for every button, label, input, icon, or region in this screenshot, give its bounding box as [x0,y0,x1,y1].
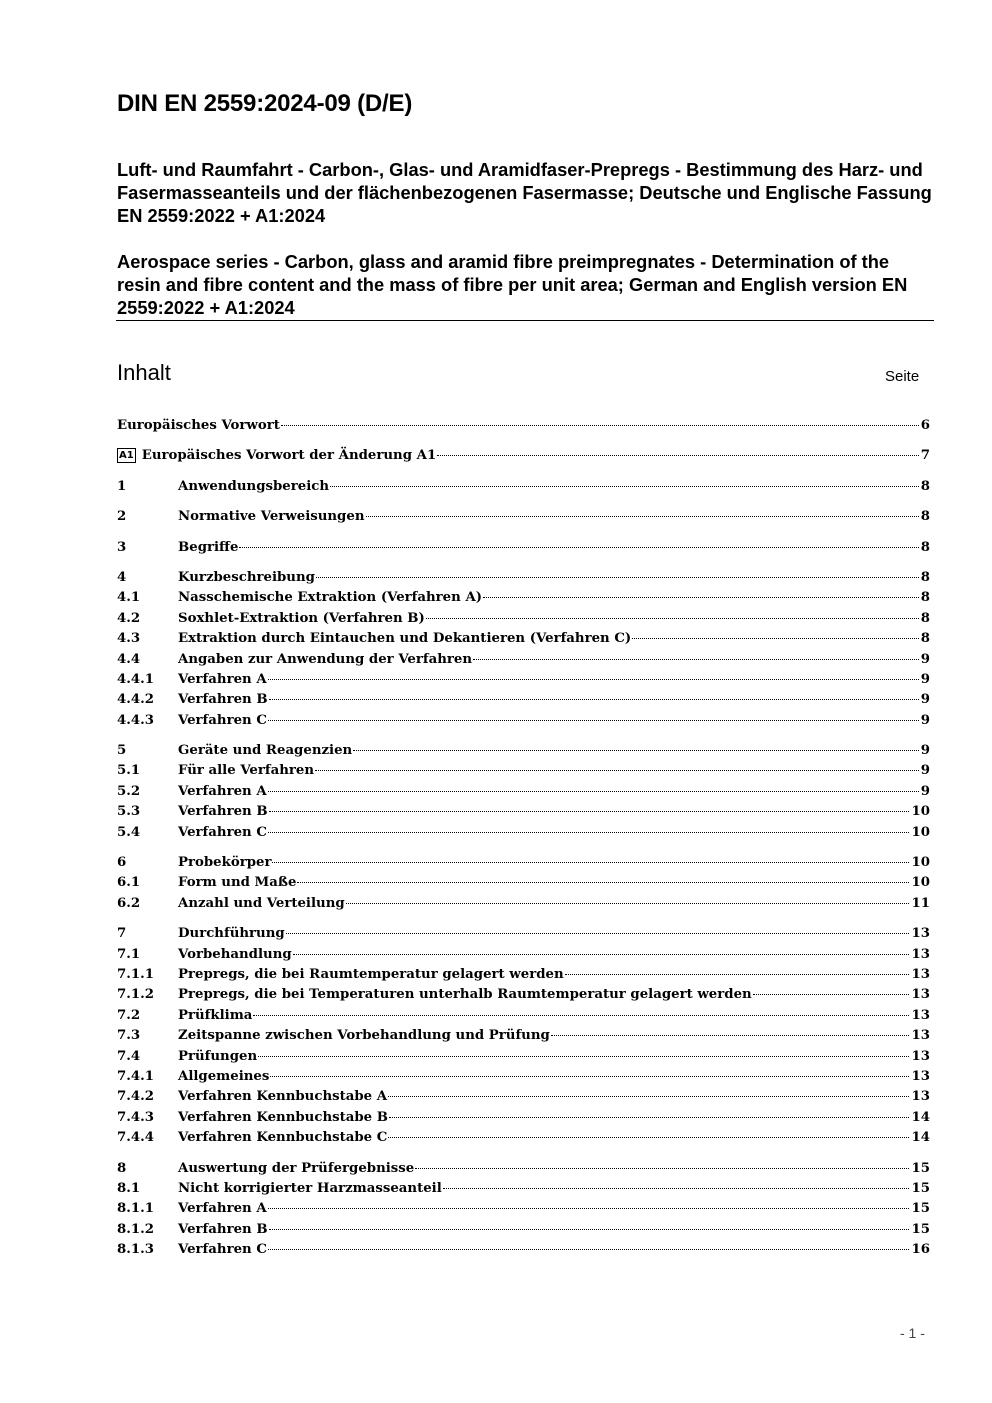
toc-entry-label: Verfahren A [178,783,267,799]
dot-leader [315,770,919,771]
toc-entry-page: 13 [911,1089,930,1105]
toc-entry-page: 8 [920,610,930,626]
toc-entry-label: Verfahren Kennbuchstabe A [178,1089,388,1105]
toc-entry-label: Durchführung [178,926,285,942]
toc-entry-number: 8.1.3 [117,1242,155,1258]
toc-entry[interactable] [117,873,930,893]
toc-entry-label: Nasschemische Extraktion (Verfahren A) [178,590,483,606]
page-number: - 1 - [900,1325,925,1341]
toc-entry-page: 6 [920,418,930,433]
dot-leader [443,1188,910,1189]
toc-entry-number: 6.1 [117,875,141,891]
dot-leader [330,486,919,487]
toc-entry-number: 5.4 [117,824,141,840]
toc-entry[interactable] [117,711,930,731]
toc-entry[interactable] [117,1026,930,1046]
toc-entry-label: Für alle Verfahren [178,763,315,779]
amendment-a1-icon: A1 [119,450,134,462]
toc-entry[interactable] [117,761,930,781]
toc-heading: Inhalt [117,360,171,385]
toc-entry-number: 6.2 [117,895,141,911]
toc-entry-label: Prepregs, die bei Raumtemperatur gelagert werden [178,966,564,982]
dot-leader [389,1117,910,1118]
dot-leader [293,954,910,955]
toc-entry-number: 7.4.4 [117,1130,155,1146]
toc-entry-number: 7.4.1 [117,1068,155,1084]
toc-entry-number: 8.1 [117,1180,141,1196]
toc-entry-label: Normative Verweisungen [178,509,365,525]
toc-entry-label: Soxhlet-Extraktion (Verfahren B) [178,610,425,626]
header-divider [116,320,934,321]
toc-entry-number: 6 [117,855,127,871]
toc-entry[interactable] [117,416,930,436]
toc-entry-page: 10 [911,804,930,820]
title-german: Luft- und Raumfahrt - Carbon-, Glas- und Aramidfaser-Prepregs - Bestimmung des Harz- und Fasermasseanteils und der flächenbezogenen Fasermasse; Deutsche und Englische Fassung EN 2559:2022 + A1:2024 [117,159,932,226]
toc-entry-label: Europäisches Vorwort [117,418,280,433]
toc-entry[interactable] [117,802,930,822]
toc-entry-number: 7.4.3 [117,1109,155,1125]
toc-entry-label: Anwendungsbereich [178,478,330,494]
dot-leader [297,882,909,883]
toc-entry-page: 13 [911,1048,930,1064]
dot-leader [268,832,910,833]
toc-entry-label: Verfahren A [178,1201,267,1217]
toc-entry-page: 9 [920,651,930,667]
toc-entry-page: 8 [920,631,930,647]
toc-entry-page: 10 [911,875,930,891]
toc-entry-label: Geräte und Reagenzien [178,743,353,759]
toc-entry-page: 13 [911,1028,930,1044]
toc-entry-label: Anzahl und Verteilung [178,895,345,911]
dot-leader [268,679,919,680]
dot-leader [269,1229,910,1230]
dot-leader [632,638,919,639]
toc-entry[interactable] [117,1179,930,1199]
toc-entry-number: 5.2 [117,783,141,799]
toc-entry-number: 7 [117,926,127,942]
toc-entry-page: 10 [911,824,930,840]
toc-entry-label: Europäisches Vorwort der Änderung A1 [141,448,437,464]
toc-entry-label: Prüfungen [178,1048,258,1064]
toc-entry-page: 15 [911,1201,930,1217]
dot-leader [483,597,919,598]
toc-entry-label: Angaben zur Anwendung der Verfahren [178,651,473,667]
toc-entry[interactable] [117,945,930,965]
toc-entry-label: Extraktion durch Eintauchen und Dekantieren (Verfahren C) [178,631,632,647]
toc-entry-page: 15 [911,1160,930,1176]
toc-entry-number: 7.4 [117,1048,141,1064]
toc-entry-page: 13 [911,966,930,982]
toc-entry-number: 1 [117,478,127,494]
dot-leader [239,547,918,548]
toc-entry-label: Verfahren Kennbuchstabe B [178,1109,388,1125]
page-column-label: Seite [885,368,920,385]
toc-entry-page: 16 [911,1242,930,1258]
toc-entry[interactable] [117,1128,930,1148]
toc-entry-page: 13 [911,1007,930,1023]
dot-leader [415,1168,909,1169]
toc-entry-number: 4 [117,569,127,585]
toc-entry-number: 7.4.2 [117,1089,155,1105]
document-number: DIN EN 2559:2024-09 (D/E) [117,90,413,117]
toc-entry-number: 5.1 [117,763,141,779]
dot-leader [253,1015,909,1016]
toc-entry-label: Verfahren A [178,671,267,687]
toc-entry-page: 9 [920,671,930,687]
toc-entry[interactable] [117,538,930,558]
toc-entry-page: 8 [920,590,930,606]
dot-leader [268,720,919,721]
toc-entry-page: 13 [911,946,930,962]
toc-entry-page: 9 [920,783,930,799]
toc-entry[interactable] [117,1199,930,1219]
toc-entry-number: 8 [117,1160,127,1176]
dot-leader [272,862,909,863]
toc-entry-page: 10 [911,855,930,871]
dot-leader [281,425,919,426]
toc-entry-number: 8.1.1 [117,1201,155,1217]
toc-entry-label: Verfahren C [178,712,267,728]
toc-entry-page: 8 [920,509,930,525]
toc-entry-label: Probekörper [178,855,272,871]
toc-entry-page: 15 [911,1221,930,1237]
toc-entry-page: 8 [920,478,930,494]
toc-entry-number: 4.4.2 [117,692,155,708]
toc-entry[interactable] [117,1067,930,1087]
dot-leader [437,455,919,456]
toc-entry[interactable] [117,609,930,629]
toc-entry-page: 13 [911,987,930,1003]
toc-entry-label: Prüfklima [178,1007,253,1023]
dot-leader [346,903,910,904]
toc-entry-label: Allgemeines [178,1068,270,1084]
toc-entry-label: Kurzbeschreibung [178,569,315,585]
table-of-contents [117,416,930,1260]
dot-leader [753,994,910,995]
toc-entry-number: 2 [117,509,127,525]
dot-leader [268,1249,910,1250]
toc-entry[interactable] [117,690,930,710]
toc-entry-page: 13 [911,926,930,942]
toc-entry-number: 4.3 [117,631,141,647]
dot-leader [551,1035,910,1036]
toc-entry-number: 4.2 [117,610,141,626]
toc-entry-page: 15 [911,1180,930,1196]
toc-entry[interactable] [117,477,930,497]
toc-entry[interactable] [117,650,930,670]
toc-entry[interactable] [117,1108,930,1128]
toc-entry-number: 8.1.2 [117,1221,155,1237]
toc-entry-number: 4.4 [117,651,141,667]
dot-leader [426,618,919,619]
toc-entry-label: Begriffe [178,539,239,555]
toc-entry-page: 9 [920,763,930,779]
toc-entry-label: Vorbehandlung [178,946,292,962]
toc-entry[interactable] [117,446,930,466]
dot-leader [366,516,919,517]
toc-entry-page: 9 [920,692,930,708]
toc-entry-number: 4.4.3 [117,712,155,728]
dot-leader [268,1208,910,1209]
toc-entry[interactable] [117,1240,930,1260]
dot-leader [388,1096,909,1097]
toc-entry[interactable] [117,1220,930,1240]
toc-entry[interactable] [117,670,930,690]
toc-entry-page: 13 [911,1068,930,1084]
toc-entry[interactable] [117,924,930,944]
toc-entry-label: Verfahren B [178,804,268,820]
toc-entry[interactable] [117,894,930,914]
toc-entry[interactable] [117,985,930,1005]
toc-entry-label: Prepregs, die bei Temperaturen unterhalb Raumtemperatur gelagert werden [178,987,752,1003]
dot-leader [353,750,919,751]
toc-entry[interactable] [117,782,930,802]
toc-entry-label: Verfahren B [178,692,268,708]
toc-entry-label: Nicht korrigierter Harzmasseanteil [178,1180,442,1196]
toc-entry[interactable] [117,568,930,588]
toc-entry-label: Auswertung der Prüfergebnisse [178,1160,415,1176]
dot-leader [258,1056,909,1057]
toc-entry-page: 8 [920,569,930,585]
toc-entry-page: 9 [920,743,930,759]
toc-entry[interactable] [117,853,930,873]
toc-entry-label: Verfahren B [178,1221,268,1237]
toc-entry[interactable] [117,823,930,843]
toc-entry[interactable] [117,629,930,649]
toc-entry-page: 9 [920,712,930,728]
dot-leader [269,699,919,700]
dot-leader [388,1137,909,1138]
toc-entry[interactable] [117,965,930,985]
toc-entry-page: 8 [920,539,930,555]
toc-entry[interactable] [117,741,930,761]
toc-entry-label: Verfahren C [178,824,267,840]
dot-leader [473,659,919,660]
toc-entry-number: 7.1.1 [117,966,155,982]
dot-leader [286,933,910,934]
toc-entry-number: 7.1 [117,946,141,962]
toc-entry[interactable] [117,1047,930,1067]
toc-entry[interactable] [117,588,930,608]
dot-leader [270,1076,909,1077]
toc-entry[interactable] [117,507,930,527]
toc-entry-number: 4.4.1 [117,671,155,687]
toc-entry-label: Form und Maße [178,875,297,891]
toc-entry-number: 7.1.2 [117,987,155,1003]
toc-entry-number: 3 [117,539,127,555]
toc-entry-number: 5.3 [117,804,141,820]
toc-entry-number: 7.3 [117,1028,141,1044]
toc-entry-number: 7.2 [117,1007,141,1023]
toc-entry[interactable] [117,1087,930,1107]
toc-entry[interactable] [117,1006,930,1026]
toc-entry-page: 11 [911,895,930,911]
toc-entry-label: Zeitspanne zwischen Vorbehandlung und Prüfung [178,1028,550,1044]
dot-leader [316,577,919,578]
toc-entry-page: 14 [911,1109,930,1125]
dot-leader [268,791,919,792]
toc-entry-page: 7 [920,448,930,464]
toc-entry-label: Verfahren Kennbuchstabe C [178,1130,388,1146]
title-english: Aerospace series - Carbon, glass and aramid fibre preimpregnates - Determination of the resin and fibre content and the mass of fibre per unit area; German and English version EN 2559:2022 + A1:2024 [117,251,908,318]
toc-entry[interactable] [117,1159,930,1179]
toc-entry-label: Verfahren C [178,1242,267,1258]
dot-leader [269,811,910,812]
dot-leader [565,974,910,975]
toc-entry-number: 4.1 [117,590,141,606]
toc-entry-number: 5 [117,743,127,759]
toc-entry-page: 14 [911,1130,930,1146]
